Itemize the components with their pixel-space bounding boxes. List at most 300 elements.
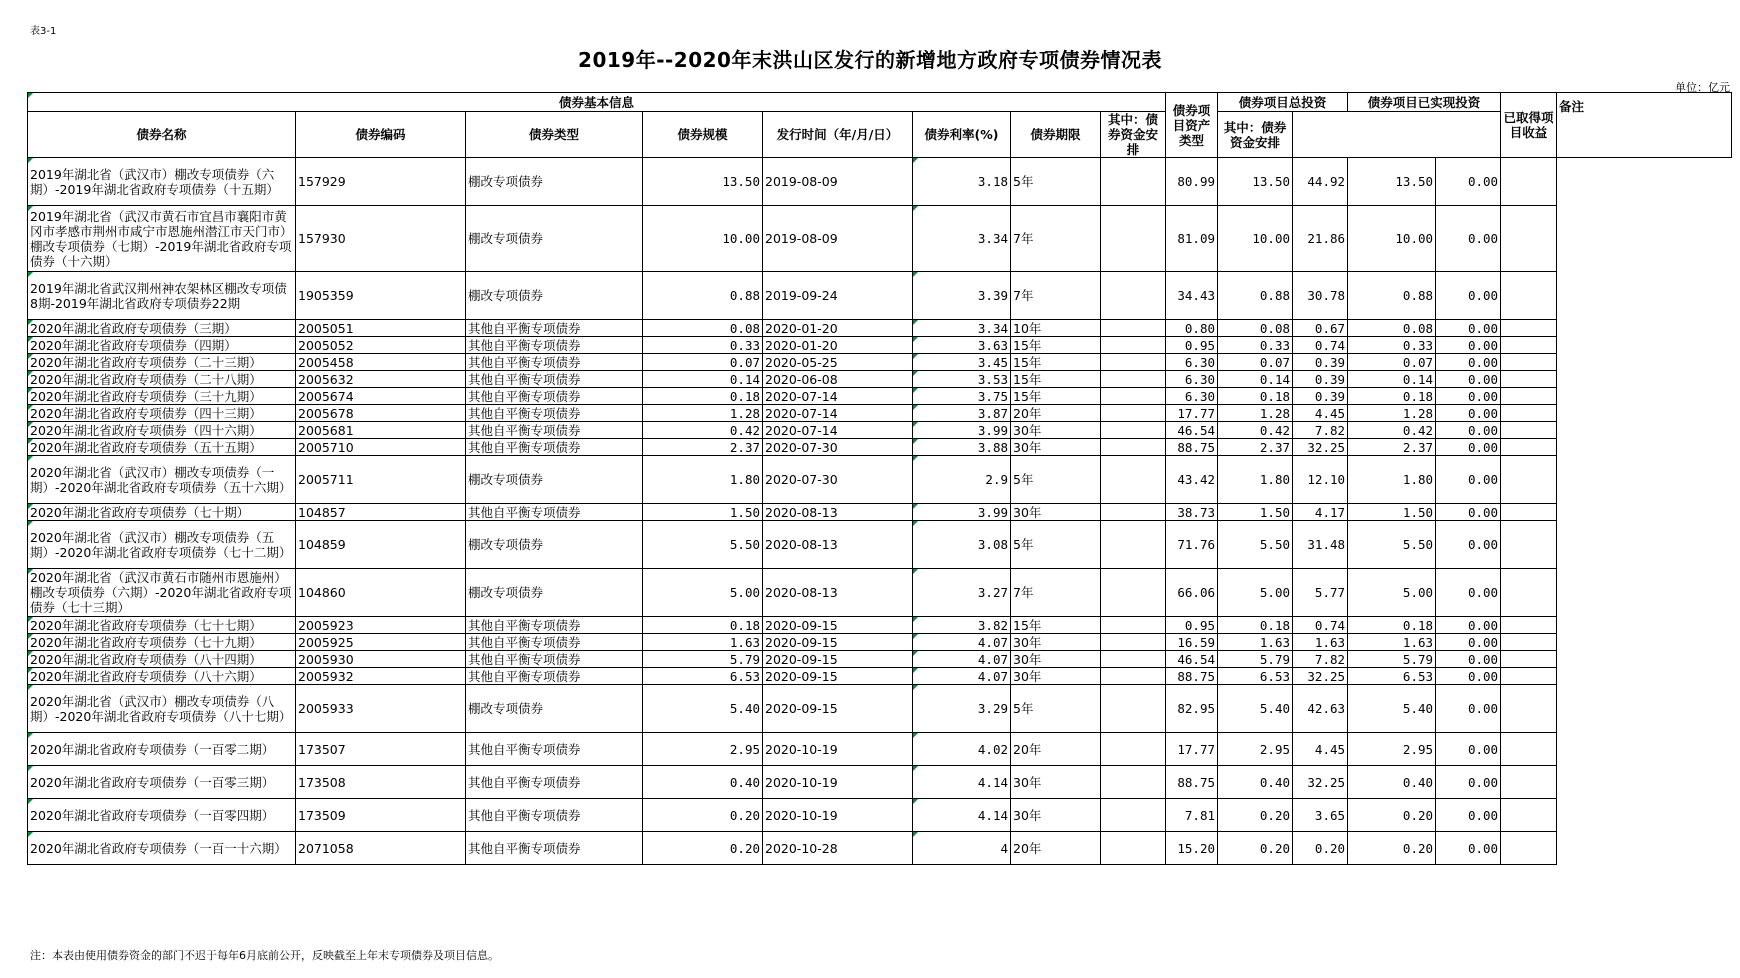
cell-bond-type: 其他自平衡专项债券 bbox=[466, 354, 643, 371]
cell-total-invest-bond: 5.79 bbox=[1218, 651, 1293, 668]
cell-total-invest: 34.43 bbox=[1166, 272, 1218, 320]
cell-issue-date: 2019-09-24 bbox=[763, 272, 913, 320]
cell-total-invest: 0.80 bbox=[1166, 320, 1218, 337]
cell-bond-name: 2020年湖北省政府专项债券（三十九期） bbox=[28, 388, 296, 405]
cell-bond-scale: 0.14 bbox=[643, 371, 763, 388]
cell-realized-invest-bond: 0.88 bbox=[1348, 272, 1436, 320]
cell-bond-scale: 5.40 bbox=[643, 685, 763, 733]
cell-realized-invest: 7.82 bbox=[1293, 651, 1348, 668]
cell-realized-invest-bond: 0.07 bbox=[1348, 354, 1436, 371]
cell-project-income: 0.00 bbox=[1436, 354, 1501, 371]
cell-realized-invest: 7.82 bbox=[1293, 422, 1348, 439]
cell-remark bbox=[1501, 337, 1557, 354]
cell-realized-invest-bond: 0.42 bbox=[1348, 422, 1436, 439]
cell-interest-rate: 4.07 bbox=[913, 651, 1011, 668]
cell-remark bbox=[1501, 158, 1557, 206]
cell-total-invest-bond: 10.00 bbox=[1218, 206, 1293, 272]
cell-remark bbox=[1501, 405, 1557, 422]
table-row bbox=[28, 456, 1732, 504]
table-row bbox=[28, 521, 1732, 569]
cell-total-invest: 71.76 bbox=[1166, 521, 1218, 569]
cell-interest-rate: 3.99 bbox=[913, 422, 1011, 439]
header-code: 债券编码 bbox=[296, 112, 466, 158]
cell-bond-code: 173507 bbox=[296, 733, 466, 766]
cell-issue-date: 2020-10-19 bbox=[763, 799, 913, 832]
cell-interest-rate: 2.9 bbox=[913, 456, 1011, 504]
header-realized-invest: 债券项目已实现投资 bbox=[1348, 93, 1501, 112]
cell-realized-invest-bond: 0.18 bbox=[1348, 388, 1436, 405]
cell-bond-type: 棚改专项债券 bbox=[466, 569, 643, 617]
cell-bond-scale: 0.42 bbox=[643, 422, 763, 439]
cell-realized-invest: 4.45 bbox=[1293, 405, 1348, 422]
cell-bond-term: 30年 bbox=[1011, 766, 1101, 799]
cell-realized-invest-bond: 5.40 bbox=[1348, 685, 1436, 733]
cell-bond-code: 2005632 bbox=[296, 371, 466, 388]
table-row bbox=[28, 733, 1732, 766]
cell-bond-name: 2020年湖北省政府专项债券（八十四期） bbox=[28, 651, 296, 668]
cell-realized-invest-bond: 13.50 bbox=[1348, 158, 1436, 206]
cell-bond-code: 173509 bbox=[296, 799, 466, 832]
cell-interest-rate: 4.07 bbox=[913, 668, 1011, 685]
table-row bbox=[28, 685, 1732, 733]
cell-project-income: 0.00 bbox=[1436, 320, 1501, 337]
cell-project-income: 0.00 bbox=[1436, 371, 1501, 388]
cell-bond-scale: 0.88 bbox=[643, 272, 763, 320]
cell-bond-type: 其他自平衡专项债券 bbox=[466, 388, 643, 405]
cell-bond-term: 15年 bbox=[1011, 354, 1101, 371]
cell-project-income: 0.00 bbox=[1436, 617, 1501, 634]
cell-project-income: 0.00 bbox=[1436, 634, 1501, 651]
cell-remark bbox=[1501, 422, 1557, 439]
cell-total-invest-bond: 0.18 bbox=[1218, 388, 1293, 405]
cell-total-invest-bond: 1.80 bbox=[1218, 456, 1293, 504]
cell-issue-date: 2019-08-09 bbox=[763, 158, 913, 206]
cell-bond-name: 2020年湖北省（武汉市）棚改专项债券（八期）-2020年湖北省政府专项债券（八十七期） bbox=[28, 685, 296, 733]
cell-total-invest: 88.75 bbox=[1166, 439, 1218, 456]
table-row bbox=[28, 405, 1732, 422]
cell-bond-type: 棚改专项债券 bbox=[466, 521, 643, 569]
cell-project-income: 0.00 bbox=[1436, 422, 1501, 439]
cell-bond-name: 2020年湖北省政府专项债券（四期） bbox=[28, 337, 296, 354]
cell-remark bbox=[1501, 320, 1557, 337]
cell-issue-date: 2020-07-30 bbox=[763, 439, 913, 456]
cell-bond-type: 其他自平衡专项债券 bbox=[466, 651, 643, 668]
cell-project-income: 0.00 bbox=[1436, 405, 1501, 422]
cell-total-invest-bond: 0.88 bbox=[1218, 272, 1293, 320]
cell-bond-name: 2020年湖北省政府专项债券（七十七期） bbox=[28, 617, 296, 634]
cell-remark bbox=[1501, 634, 1557, 651]
cell-total-invest-bond: 0.08 bbox=[1218, 320, 1293, 337]
cell-bond-name: 2020年湖北省政府专项债券（七十期） bbox=[28, 504, 296, 521]
cell-realized-invest-bond: 5.00 bbox=[1348, 569, 1436, 617]
cell-realized-invest: 31.48 bbox=[1293, 521, 1348, 569]
cell-realized-invest-bond: 1.28 bbox=[1348, 405, 1436, 422]
cell-issue-date: 2020-01-20 bbox=[763, 320, 913, 337]
cell-issue-date: 2020-08-13 bbox=[763, 521, 913, 569]
cell-total-invest: 38.73 bbox=[1166, 504, 1218, 521]
cell-issue-date: 2020-09-15 bbox=[763, 668, 913, 685]
cell-total-invest-bond: 0.14 bbox=[1218, 371, 1293, 388]
cell-total-invest: 6.30 bbox=[1166, 388, 1218, 405]
cell-bond-type: 其他自平衡专项债券 bbox=[466, 320, 643, 337]
cell-remark bbox=[1501, 799, 1557, 832]
cell-total-invest: 43.42 bbox=[1166, 456, 1218, 504]
cell-bond-type: 棚改专项债券 bbox=[466, 272, 643, 320]
cell-total-invest: 88.75 bbox=[1166, 766, 1218, 799]
cell-remark bbox=[1501, 439, 1557, 456]
cell-total-invest: 17.77 bbox=[1166, 405, 1218, 422]
cell-total-invest-bond: 5.00 bbox=[1218, 569, 1293, 617]
cell-remark bbox=[1501, 354, 1557, 371]
table-row bbox=[28, 504, 1732, 521]
cell-total-invest-bond: 0.42 bbox=[1218, 422, 1293, 439]
cell-asset-type bbox=[1101, 504, 1166, 521]
cell-bond-code: 2005678 bbox=[296, 405, 466, 422]
page-title: 2019年--2020年末洪山区发行的新增地方政府专项债券情况表 bbox=[578, 48, 1162, 72]
cell-total-invest-bond: 0.33 bbox=[1218, 337, 1293, 354]
cell-asset-type bbox=[1101, 439, 1166, 456]
cell-realized-invest-bond: 1.80 bbox=[1348, 456, 1436, 504]
cell-bond-code: 2005051 bbox=[296, 320, 466, 337]
cell-bond-name: 2020年湖北省政府专项债券（五十五期） bbox=[28, 439, 296, 456]
cell-bond-term: 30年 bbox=[1011, 422, 1101, 439]
cell-bond-term: 5年 bbox=[1011, 685, 1101, 733]
cell-asset-type bbox=[1101, 405, 1166, 422]
cell-asset-type bbox=[1101, 354, 1166, 371]
cell-bond-scale: 5.50 bbox=[643, 521, 763, 569]
cell-bond-code: 1905359 bbox=[296, 272, 466, 320]
table-row bbox=[28, 388, 1732, 405]
cell-project-income: 0.00 bbox=[1436, 651, 1501, 668]
cell-project-income: 0.00 bbox=[1436, 569, 1501, 617]
cell-realized-invest: 3.65 bbox=[1293, 799, 1348, 832]
cell-bond-type: 其他自平衡专项债券 bbox=[466, 832, 643, 865]
cell-bond-type: 其他自平衡专项债券 bbox=[466, 634, 643, 651]
cell-bond-code: 157930 bbox=[296, 206, 466, 272]
cell-bond-type: 棚改专项债券 bbox=[466, 206, 643, 272]
cell-issue-date: 2020-10-19 bbox=[763, 766, 913, 799]
cell-bond-term: 30年 bbox=[1011, 651, 1101, 668]
cell-asset-type bbox=[1101, 320, 1166, 337]
cell-issue-date: 2020-09-15 bbox=[763, 651, 913, 668]
cell-issue-date: 2020-07-30 bbox=[763, 456, 913, 504]
cell-interest-rate: 3.53 bbox=[913, 371, 1011, 388]
cell-remark bbox=[1501, 456, 1557, 504]
header-total-invest-bond: 其中：债券资金安排 bbox=[1101, 112, 1166, 158]
table-row bbox=[28, 617, 1732, 634]
cell-bond-term: 20年 bbox=[1011, 832, 1101, 865]
header-type: 债券类型 bbox=[466, 112, 643, 158]
cell-interest-rate: 3.45 bbox=[913, 354, 1011, 371]
cell-bond-scale: 2.37 bbox=[643, 439, 763, 456]
table-row bbox=[28, 799, 1732, 832]
table-row bbox=[28, 337, 1732, 354]
cell-bond-code: 2005681 bbox=[296, 422, 466, 439]
header-basic-info: 债券基本信息 bbox=[28, 93, 1166, 112]
cell-realized-invest-bond: 6.53 bbox=[1348, 668, 1436, 685]
cell-realized-invest-bond: 0.18 bbox=[1348, 617, 1436, 634]
cell-bond-code: 2005674 bbox=[296, 388, 466, 405]
cell-total-invest-bond: 0.07 bbox=[1218, 354, 1293, 371]
cell-bond-term: 20年 bbox=[1011, 733, 1101, 766]
cell-project-income: 0.00 bbox=[1436, 521, 1501, 569]
cell-total-invest: 15.20 bbox=[1166, 832, 1218, 865]
cell-interest-rate: 3.63 bbox=[913, 337, 1011, 354]
cell-total-invest-bond: 5.40 bbox=[1218, 685, 1293, 733]
cell-bond-type: 棚改专项债券 bbox=[466, 685, 643, 733]
cell-project-income: 0.00 bbox=[1436, 206, 1501, 272]
cell-issue-date: 2020-10-19 bbox=[763, 733, 913, 766]
cell-total-invest-bond: 0.20 bbox=[1218, 832, 1293, 865]
cell-bond-term: 10年 bbox=[1011, 320, 1101, 337]
cell-issue-date: 2020-05-25 bbox=[763, 354, 913, 371]
cell-interest-rate: 4.14 bbox=[913, 766, 1011, 799]
cell-bond-type: 其他自平衡专项债券 bbox=[466, 733, 643, 766]
cell-interest-rate: 3.08 bbox=[913, 521, 1011, 569]
cell-bond-code: 104857 bbox=[296, 504, 466, 521]
cell-total-invest-bond: 0.40 bbox=[1218, 766, 1293, 799]
cell-bond-name: 2020年湖北省政府专项债券（二十八期） bbox=[28, 371, 296, 388]
cell-remark bbox=[1501, 733, 1557, 766]
cell-realized-invest-bond: 0.14 bbox=[1348, 371, 1436, 388]
cell-total-invest: 17.77 bbox=[1166, 733, 1218, 766]
cell-project-income: 0.00 bbox=[1436, 685, 1501, 733]
cell-total-invest: 0.95 bbox=[1166, 337, 1218, 354]
header-remark: 备注 bbox=[1557, 93, 1732, 158]
cell-asset-type bbox=[1101, 617, 1166, 634]
cell-bond-scale: 6.53 bbox=[643, 668, 763, 685]
cell-total-invest: 82.95 bbox=[1166, 685, 1218, 733]
cell-realized-invest-bond: 0.20 bbox=[1348, 799, 1436, 832]
cell-remark bbox=[1501, 832, 1557, 865]
cell-asset-type bbox=[1101, 521, 1166, 569]
cell-bond-type: 其他自平衡专项债券 bbox=[466, 766, 643, 799]
header-scale: 债券规模 bbox=[643, 112, 763, 158]
cell-realized-invest: 1.63 bbox=[1293, 634, 1348, 651]
cell-total-invest: 46.54 bbox=[1166, 422, 1218, 439]
bond-table bbox=[27, 92, 1732, 865]
cell-bond-name: 2020年湖北省（武汉市）棚改专项债券（五期）-2020年湖北省政府专项债券（七十二期） bbox=[28, 521, 296, 569]
cell-realized-invest: 0.20 bbox=[1293, 832, 1348, 865]
cell-issue-date: 2020-09-15 bbox=[763, 634, 913, 651]
cell-asset-type bbox=[1101, 371, 1166, 388]
cell-issue-date: 2020-08-13 bbox=[763, 569, 913, 617]
cell-bond-type: 其他自平衡专项债券 bbox=[466, 799, 643, 832]
cell-remark bbox=[1501, 668, 1557, 685]
cell-issue-date: 2020-07-14 bbox=[763, 422, 913, 439]
cell-total-invest-bond: 0.18 bbox=[1218, 617, 1293, 634]
cell-realized-invest: 32.25 bbox=[1293, 668, 1348, 685]
header-rate: 债券利率(%) bbox=[913, 112, 1011, 158]
cell-interest-rate: 4 bbox=[913, 832, 1011, 865]
cell-bond-term: 20年 bbox=[1011, 405, 1101, 422]
cell-asset-type bbox=[1101, 337, 1166, 354]
cell-bond-scale: 0.20 bbox=[643, 799, 763, 832]
cell-interest-rate: 3.75 bbox=[913, 388, 1011, 405]
cell-total-invest: 88.75 bbox=[1166, 668, 1218, 685]
cell-asset-type bbox=[1101, 422, 1166, 439]
cell-issue-date: 2020-09-15 bbox=[763, 617, 913, 634]
cell-bond-term: 7年 bbox=[1011, 569, 1101, 617]
cell-project-income: 0.00 bbox=[1436, 799, 1501, 832]
cell-total-invest-bond: 1.28 bbox=[1218, 405, 1293, 422]
cell-bond-code: 2005930 bbox=[296, 651, 466, 668]
cell-project-income: 0.00 bbox=[1436, 158, 1501, 206]
cell-bond-code: 2071058 bbox=[296, 832, 466, 865]
table-row bbox=[28, 668, 1732, 685]
header-realized-invest-bond: 其中：债券资金安排 bbox=[1218, 112, 1293, 158]
cell-total-invest-bond: 1.50 bbox=[1218, 504, 1293, 521]
cell-bond-code: 2005925 bbox=[296, 634, 466, 651]
cell-bond-scale: 0.18 bbox=[643, 617, 763, 634]
cell-bond-term: 15年 bbox=[1011, 388, 1101, 405]
cell-remark bbox=[1501, 651, 1557, 668]
cell-total-invest: 46.54 bbox=[1166, 651, 1218, 668]
cell-asset-type bbox=[1101, 685, 1166, 733]
cell-issue-date: 2020-10-28 bbox=[763, 832, 913, 865]
cell-bond-scale: 0.20 bbox=[643, 832, 763, 865]
unit-label: 单位：亿元 bbox=[1675, 81, 1730, 94]
cell-project-income: 0.00 bbox=[1436, 388, 1501, 405]
cell-realized-invest-bond: 0.40 bbox=[1348, 766, 1436, 799]
cell-bond-code: 2005458 bbox=[296, 354, 466, 371]
cell-realized-invest: 21.86 bbox=[1293, 206, 1348, 272]
cell-bond-type: 其他自平衡专项债券 bbox=[466, 668, 643, 685]
cell-remark bbox=[1501, 504, 1557, 521]
cell-total-invest: 16.59 bbox=[1166, 634, 1218, 651]
table-row bbox=[28, 651, 1732, 668]
cell-remark bbox=[1501, 371, 1557, 388]
cell-bond-name: 2020年湖北省政府专项债券（四十三期） bbox=[28, 405, 296, 422]
cell-total-invest-bond: 13.50 bbox=[1218, 158, 1293, 206]
cell-bond-code: 104860 bbox=[296, 569, 466, 617]
cell-bond-name: 2020年湖北省政府专项债券（一百零二期） bbox=[28, 733, 296, 766]
cell-bond-scale: 0.40 bbox=[643, 766, 763, 799]
cell-realized-invest: 4.45 bbox=[1293, 733, 1348, 766]
cell-project-income: 0.00 bbox=[1436, 337, 1501, 354]
cell-bond-type: 其他自平衡专项债券 bbox=[466, 371, 643, 388]
cell-bond-term: 15年 bbox=[1011, 371, 1101, 388]
cell-realized-invest-bond: 0.08 bbox=[1348, 320, 1436, 337]
cell-project-income: 0.00 bbox=[1436, 272, 1501, 320]
cell-asset-type bbox=[1101, 158, 1166, 206]
cell-bond-type: 棚改专项债券 bbox=[466, 456, 643, 504]
cell-bond-name: 2020年湖北省政府专项债券（一百零三期） bbox=[28, 766, 296, 799]
cell-realized-invest: 32.25 bbox=[1293, 766, 1348, 799]
table-row bbox=[28, 569, 1732, 617]
cell-total-invest: 7.81 bbox=[1166, 799, 1218, 832]
cell-bond-name: 2020年湖北省（武汉市）棚改专项债券（一期）-2020年湖北省政府专项债券（五十六期） bbox=[28, 456, 296, 504]
cell-bond-name: 2019年湖北省（武汉市）棚改专项债券（六期）-2019年湖北省政府专项债券（十五期） bbox=[28, 158, 296, 206]
cell-total-invest-bond: 6.53 bbox=[1218, 668, 1293, 685]
cell-asset-type bbox=[1101, 569, 1166, 617]
cell-bond-scale: 13.50 bbox=[643, 158, 763, 206]
cell-realized-invest-bond: 5.79 bbox=[1348, 651, 1436, 668]
cell-bond-name: 2020年湖北省政府专项债券（七十九期） bbox=[28, 634, 296, 651]
cell-bond-type: 其他自平衡专项债券 bbox=[466, 405, 643, 422]
cell-issue-date: 2020-07-14 bbox=[763, 405, 913, 422]
cell-interest-rate: 4.07 bbox=[913, 634, 1011, 651]
cell-remark bbox=[1501, 206, 1557, 272]
cell-total-invest-bond: 5.50 bbox=[1218, 521, 1293, 569]
table-row bbox=[28, 354, 1732, 371]
cell-bond-name: 2020年湖北省政府专项债券（八十六期） bbox=[28, 668, 296, 685]
cell-asset-type bbox=[1101, 634, 1166, 651]
cell-asset-type bbox=[1101, 651, 1166, 668]
cell-asset-type bbox=[1101, 799, 1166, 832]
cell-bond-type: 其他自平衡专项债券 bbox=[466, 439, 643, 456]
table-reference: 表3-1 bbox=[30, 26, 57, 37]
cell-bond-name: 2020年湖北省政府专项债券（一百一十六期） bbox=[28, 832, 296, 865]
cell-project-income: 0.00 bbox=[1436, 504, 1501, 521]
cell-interest-rate: 4.14 bbox=[913, 799, 1011, 832]
cell-realized-invest: 32.25 bbox=[1293, 439, 1348, 456]
table-row bbox=[28, 206, 1732, 272]
cell-total-invest-bond: 2.37 bbox=[1218, 439, 1293, 456]
cell-bond-name: 2020年湖北省政府专项债券（三期） bbox=[28, 320, 296, 337]
cell-bond-code: 2005933 bbox=[296, 685, 466, 733]
cell-realized-invest: 44.92 bbox=[1293, 158, 1348, 206]
cell-bond-scale: 1.80 bbox=[643, 456, 763, 504]
cell-remark bbox=[1501, 766, 1557, 799]
cell-total-invest: 6.30 bbox=[1166, 354, 1218, 371]
cell-total-invest-bond: 2.95 bbox=[1218, 733, 1293, 766]
cell-bond-name: 2020年湖北省政府专项债券（四十六期） bbox=[28, 422, 296, 439]
cell-asset-type bbox=[1101, 766, 1166, 799]
cell-realized-invest: 0.74 bbox=[1293, 337, 1348, 354]
cell-bond-name: 2020年湖北省政府专项债券（二十三期） bbox=[28, 354, 296, 371]
cell-realized-invest-bond: 10.00 bbox=[1348, 206, 1436, 272]
cell-realized-invest: 42.63 bbox=[1293, 685, 1348, 733]
cell-bond-code: 173508 bbox=[296, 766, 466, 799]
cell-bond-term: 30年 bbox=[1011, 668, 1101, 685]
cell-remark bbox=[1501, 569, 1557, 617]
header-issue-time: 发行时间（年/月/日） bbox=[763, 112, 913, 158]
cell-bond-scale: 1.28 bbox=[643, 405, 763, 422]
cell-realized-invest: 0.39 bbox=[1293, 388, 1348, 405]
cell-total-invest: 6.30 bbox=[1166, 371, 1218, 388]
cell-total-invest-bond: 0.20 bbox=[1218, 799, 1293, 832]
cell-bond-scale: 0.08 bbox=[643, 320, 763, 337]
cell-realized-invest-bond: 5.50 bbox=[1348, 521, 1436, 569]
cell-realized-invest: 12.10 bbox=[1293, 456, 1348, 504]
cell-bond-code: 2005932 bbox=[296, 668, 466, 685]
header-asset-type: 债券项目资产类型 bbox=[1166, 93, 1218, 158]
table-row bbox=[28, 272, 1732, 320]
cell-bond-term: 5年 bbox=[1011, 158, 1101, 206]
cell-bond-code: 104859 bbox=[296, 521, 466, 569]
cell-remark bbox=[1501, 685, 1557, 733]
cell-bond-code: 157929 bbox=[296, 158, 466, 206]
cell-bond-scale: 5.00 bbox=[643, 569, 763, 617]
cell-issue-date: 2020-09-15 bbox=[763, 685, 913, 733]
cell-bond-name: 2019年湖北省（武汉市黄石市宜昌市襄阳市黄冈市孝感市荆州市咸宁市恩施州潜江市天门市）棚改专项债券（七期）-2019年湖北省政府专项债券（十六期） bbox=[28, 206, 296, 272]
cell-project-income: 0.00 bbox=[1436, 456, 1501, 504]
cell-total-invest-bond: 1.63 bbox=[1218, 634, 1293, 651]
cell-bond-term: 30年 bbox=[1011, 634, 1101, 651]
cell-remark bbox=[1501, 388, 1557, 405]
cell-bond-type: 棚改专项债券 bbox=[466, 158, 643, 206]
cell-bond-scale: 1.63 bbox=[643, 634, 763, 651]
cell-realized-invest: 0.39 bbox=[1293, 371, 1348, 388]
cell-remark bbox=[1501, 617, 1557, 634]
table-row bbox=[28, 158, 1732, 206]
cell-bond-code: 2005923 bbox=[296, 617, 466, 634]
cell-asset-type bbox=[1101, 456, 1166, 504]
table-row bbox=[28, 832, 1732, 865]
cell-project-income: 0.00 bbox=[1436, 832, 1501, 865]
cell-bond-name: 2020年湖北省（武汉市黄石市随州市恩施州）棚改专项债券（六期）-2020年湖北省政府专项债券（七十三期） bbox=[28, 569, 296, 617]
